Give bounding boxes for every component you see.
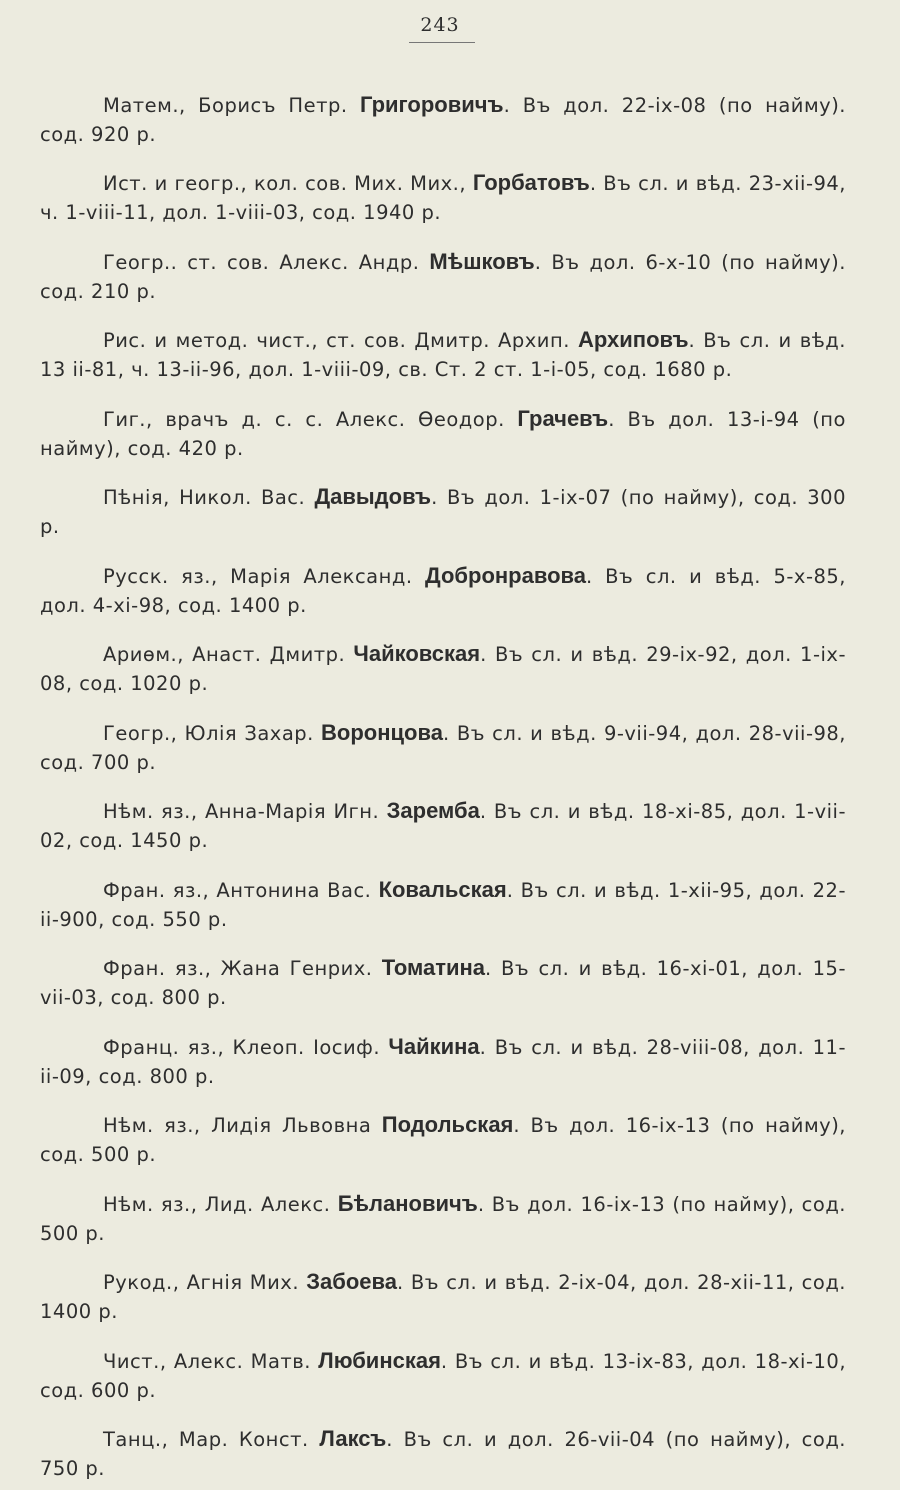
entry-surname: Григоровичъ	[359, 91, 504, 117]
staff-entry	[40, 718, 846, 777]
entry-service-details: . Въ сл. и вѣд. 9-vii-94, дол. 28-vii-98, сод. 700 р.	[40, 721, 846, 774]
staff-entry	[40, 1110, 846, 1169]
entry-surname: Чайковская	[353, 641, 481, 666]
staff-entry	[40, 1424, 846, 1483]
entry-service-details: . Въ сл. и вѣд. 2-ix-04, дол. 28-xii-11, сод. 1400 р.	[40, 1271, 847, 1323]
staff-entry	[40, 1189, 846, 1248]
entry-surname: Давыдовъ	[314, 484, 432, 509]
entry-subject-and-name: Рис. и метод. чист., ст. сов. Дмитр. Архип.	[103, 329, 578, 352]
entry-subject-and-name: Геогр., Юлiя Захар.	[103, 721, 322, 745]
entry-surname: Заремба	[386, 798, 480, 823]
entry-surname: Забоева	[306, 1269, 397, 1294]
entry-service-details: . Въ сл. и вѣд. 13-ix-83, дол. 18-xi-10, сод. 600 р.	[40, 1349, 847, 1402]
entry-subject-and-name: Нѣм. яз., Анна-Марiя Игн.	[103, 800, 387, 823]
staff-entry	[40, 639, 846, 698]
entry-service-details: . Въ дол. 16-ix-13 (по найму), сод. 500 р.	[40, 1192, 847, 1245]
entry-service-details: . Въ сл. и вѣд. 28-viii-08, дол. 11-ii-09, сод. 800 р.	[40, 1035, 846, 1088]
entry-subject-and-name: Фран. яз., Жана Генрих.	[103, 957, 382, 980]
entry-surname: Архиповъ	[577, 327, 689, 352]
entry-subject-and-name: Франц. яз., Клеоп. Iосиф.	[103, 1035, 389, 1059]
page-number: 243	[420, 14, 460, 36]
staff-entry	[40, 90, 846, 149]
entry-subject-and-name: Фран. яз., Антонина Вас.	[103, 878, 379, 902]
entry-surname: Бѣлановичъ	[337, 1190, 478, 1216]
entry-service-details: . Въ сл. и вѣд. 29-ix-92, дол. 1-ix-08, сод. 1020 р.	[40, 643, 846, 695]
staff-entry	[40, 953, 846, 1012]
staff-entry	[40, 482, 846, 541]
entry-surname: Ковальская	[378, 876, 507, 902]
entry-surname: Воронцова	[321, 719, 443, 745]
entry-service-details: . Въ сл. и вѣд. 18-xi-85, дол. 1-vii-02, сод. 1450 р.	[40, 800, 847, 852]
staff-entry	[40, 1346, 846, 1405]
entry-service-details: . Въ дол. 16-ix-13 (по найму), сод. 500 р.	[40, 1114, 846, 1166]
entry-service-details: . Въ сл. и вѣд. 13 ii-81, ч. 13-ii-96, дол. 1-viii-09, св. Ст. 2 ст. 1-i-05, сод. 1680 р.	[40, 329, 846, 381]
entry-subject-and-name: Танц., Мар. Конст.	[103, 1428, 320, 1451]
entry-subject-and-name: Гиг., врачъ д. с. с. Алекс. Өеодор.	[103, 407, 518, 431]
entry-subject-and-name: Пѣнiя, Никол. Вас.	[103, 486, 315, 509]
staff-entry	[40, 1032, 846, 1091]
entry-subject-and-name: Ист. и геогр., кол. сов. Мих. Мих.,	[103, 172, 473, 195]
entry-subject-and-name: Рукод., Агнiя Мих.	[103, 1271, 307, 1294]
entry-surname: Подольская	[381, 1112, 514, 1137]
staff-entry	[40, 561, 846, 620]
staff-entry	[40, 796, 846, 855]
staff-entry	[40, 875, 846, 934]
entry-surname: Горбатовъ	[472, 170, 590, 195]
entry-subject-and-name: Чист., Алекс. Матв.	[103, 1349, 319, 1373]
entry-service-details: . Въ дол. 22-ix-08 (по найму). сод. 920 р.	[40, 93, 846, 146]
entry-subject-and-name: Ариѳм., Анаст. Дмитр.	[103, 643, 354, 666]
entry-service-details: . Въ дол. 1-ix-07 (по найму), сод. 300 р.	[40, 486, 846, 538]
staff-entry	[40, 247, 846, 306]
entry-subject-and-name: Русск. яз., Марiя Александ.	[103, 564, 426, 588]
entry-service-details: . Въ сл. и вѣд. 16-xi-01, дол. 15-vii-03, сод. 800 р.	[40, 957, 846, 1009]
entry-service-details: . Въ сл. и вѣд. 1-xii-95, дол. 22-ii-900, сод. 550 р.	[40, 878, 846, 931]
entry-surname: Лаксъ	[319, 1426, 387, 1451]
entry-subject-and-name: Геогр.. ст. сов. Алекс. Андр.	[103, 250, 430, 274]
staff-entry	[40, 1267, 846, 1326]
entry-service-details: . Въ дол. 6-x-10 (по найму). сод. 210 р.	[40, 250, 846, 303]
entry-surname: Добронравова	[425, 562, 586, 588]
entry-subject-and-name: Нѣм. яз., Лид. Алекс.	[103, 1192, 338, 1216]
entry-surname: Мѣшковъ	[429, 248, 535, 274]
entry-surname: Грачевъ	[517, 405, 609, 431]
page-number-rule	[409, 42, 475, 43]
staff-list	[40, 70, 846, 1490]
entry-service-details: . Въ сл. и дол. 26-vii-04 (по найму), сод. 750 р.	[40, 1428, 847, 1480]
staff-entry	[40, 168, 846, 227]
staff-entry	[40, 404, 846, 463]
entry-subject-and-name: Матем., Борисъ Петр.	[103, 93, 360, 117]
staff-entry	[40, 325, 846, 384]
entry-surname: Любинская	[318, 1347, 441, 1373]
entry-surname: Томатина	[381, 955, 486, 980]
entry-service-details: . Въ дол. 13-i-94 (по найму), сод. 420 р.	[40, 407, 846, 460]
entry-service-details: . Въ сл. и вѣд. 23-xii-94, ч. 1-viii-11, дол. 1-viii-03, сод. 1940 р.	[40, 172, 846, 224]
entry-surname: Чайкина	[388, 1033, 480, 1059]
entry-service-details: . Въ сл. и вѣд. 5-x-85, дол. 4-xi-98, сод. 1400 р.	[40, 564, 846, 617]
entry-subject-and-name: Нѣм. яз., Лидiя Львовна	[103, 1114, 382, 1137]
